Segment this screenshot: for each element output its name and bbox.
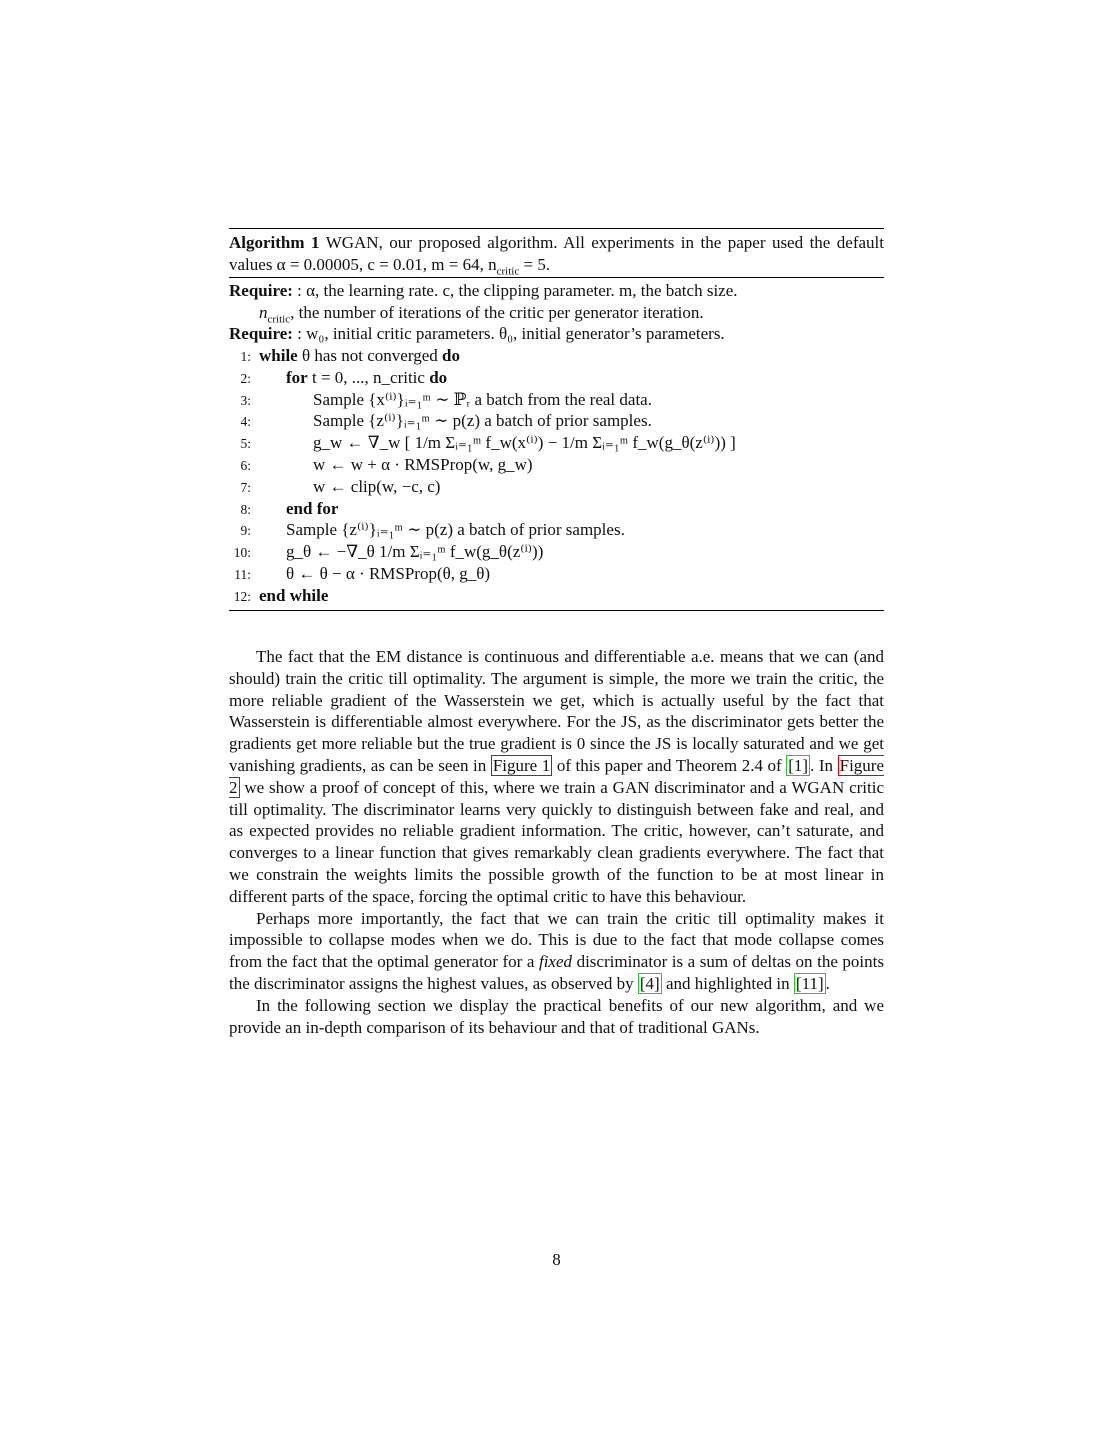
page-number: 8 xyxy=(552,1250,561,1269)
algorithm-line: 12: end while xyxy=(233,585,329,605)
paragraph: The fact that the EM distance is continuous and differentiable a.e. means that we can (and should) train the critic till optimality. The argument is simple, the more we train the critic, the more reliable gradient of the Wasserstein we get, which is actually useful by the fact that Wasserstein is differentiable almost everywhere. For the JS, as the discriminator gets better the gradients get more reliable but the true gradient is 0 since the JS is locally saturated and we get vanishing gradients, as can be seen in Figure 1 of this paper and Theorem 2.4 of [1] . In Figure 2 we show a proof of concept of this, where we train a GAN discriminator and a WGAN critic till optimality. The discriminator learns very quickly to distinguish between fake and real, and as expected provides no reliable gradient information. The critic, however, can’t saturate, and converges to a linear function that gives remarkably clean gradients everywhere. The fact that we constrain the weights limits the possible growth of the function to be at most linear in different parts of the space, forcing the optimal critic to have this behaviour. xyxy=(229,647,884,906)
algorithm-line: 9: Sample {z⁽ⁱ⁾}ᵢ₌₁ᵐ ∼ p(z) a batch of prior samples. xyxy=(240,520,625,540)
paragraph: Perhaps more importantly, the fact that we can train the critic till optimality makes it impossible to collapse modes when we do. This is due to the fact that mode collapse comes from the fact that the optimal generator for a fixed discriminator is a sum of deltas on the points the discriminator assigns the highest values, as observed by [4] and highlighted in [11] . xyxy=(229,908,884,993)
algorithm-line: 6: w ← w + α · RMSProp(w, g_w) xyxy=(240,454,533,474)
algorithm-label: Algorithm 1 xyxy=(229,233,320,252)
algorithm-caption-rule xyxy=(229,277,884,278)
algorithm-bottom-rule xyxy=(229,610,884,611)
paragraph: In the following section we display the practical benefits of our new algorithm, and we provide an in-depth comparison of its behaviour and that of traditional GANs. xyxy=(229,995,884,1037)
figure-1-link[interactable]: Figure 1 xyxy=(492,755,551,775)
figure-2-link[interactable]: Figure 2 xyxy=(229,755,884,797)
algorithm-box xyxy=(229,228,884,611)
body-text xyxy=(229,646,884,1038)
algorithm-line: 10: g_θ ← −∇_θ 1/m Σᵢ₌₁ᵐ f_w(g_θ(z⁽ⁱ⁾)) xyxy=(233,542,544,562)
require-parameters: Require: : α, the learning rate. c, the clipping parameter. m, the batch size. $n_{critic}$, the number of iterations of the critic per generator iteration. xyxy=(229,281,738,326)
algorithm-caption: Algorithm 1 WGAN, our proposed algorithm. All experiments in the paper used the default values α = 0.00005, c = 0.01, m = 64, $n_{critic} = 5$. xyxy=(229,233,885,277)
algorithm-line: 11: θ ← θ − α · RMSProp(θ, g_θ) xyxy=(234,563,491,583)
citation-11-link[interactable]: [11] xyxy=(795,973,824,993)
algorithm-line: 8: end for xyxy=(240,498,339,518)
algorithm-line: 3: Sample {x⁽ⁱ⁾}ᵢ₌₁ᵐ ∼ ℙᵣ a batch from the real data. xyxy=(240,389,652,409)
algorithm-line: 5: g_w ← ∇_w [ 1/m Σᵢ₌₁ᵐ f_w(x⁽ⁱ⁾) − 1/m Σᵢ₌₁ᵐ f_w(g_θ(z⁽ⁱ⁾)) ] xyxy=(240,433,736,453)
algorithm-line: 7: w ← clip(w, −c, c) xyxy=(240,476,441,496)
algorithm-line: 1: while θ has not converged do xyxy=(240,345,460,365)
citation-4-link[interactable]: [4] xyxy=(639,973,660,993)
citation-1-link[interactable]: [1] xyxy=(788,755,809,775)
require-initial: Require: : w₀, initial critic parameters. θ₀, initial generator’s parameters. xyxy=(229,324,725,344)
algorithm-line: 2: for t = 0, ..., n_critic do xyxy=(240,367,448,387)
algorithm-line: 4: Sample {z⁽ⁱ⁾}ᵢ₌₁ᵐ ∼ p(z) a batch of prior samples. xyxy=(240,411,652,431)
